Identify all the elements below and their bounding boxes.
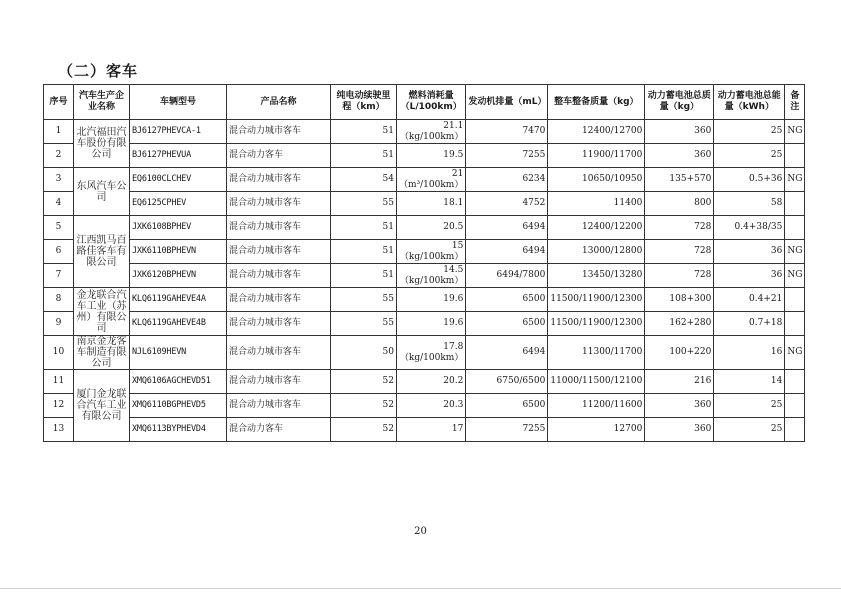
product-cell: 混合动力城市客车 [227, 394, 331, 418]
battery-weight-cell: 360 [645, 144, 714, 168]
range-cell: 51 [331, 216, 397, 240]
header-index: 序号 [44, 85, 74, 120]
header-remark: 备注 [785, 85, 805, 120]
curb-weight-cell: 11500/11900/12300 [548, 288, 645, 312]
displacement-cell: 6494 [466, 216, 548, 240]
header-battery-energy: 动力蓄电池总能量（kWh） [714, 85, 785, 120]
remark-cell [785, 418, 805, 442]
battery-energy-cell: 14 [714, 370, 785, 394]
table-row [44, 288, 805, 312]
range-cell: 54 [331, 168, 397, 192]
section-title: （二）客车 [58, 62, 139, 80]
battery-weight-cell: 135+570 [645, 168, 714, 192]
product-cell: 混合动力城市客车 [227, 312, 331, 336]
range-cell: 52 [331, 394, 397, 418]
range-cell: 51 [331, 144, 397, 168]
remark-cell [785, 192, 805, 216]
battery-weight-cell: 800 [645, 192, 714, 216]
row-index: 11 [44, 370, 74, 394]
curb-weight-cell: 10650/10950 [548, 168, 645, 192]
fuel-cell: 21（m³/100km） [397, 168, 466, 192]
battery-energy-cell: 25 [714, 120, 785, 144]
curb-weight-cell: 13000/12800 [548, 240, 645, 264]
table-row [44, 144, 805, 168]
product-cell: 混合动力客车 [227, 144, 331, 168]
manufacturer-cell: 南京金龙客车制造有限公司 [74, 336, 130, 370]
table-header-row [44, 85, 805, 120]
displacement-cell: 6750/6500 [466, 370, 548, 394]
header-curb-weight: 整车整备质量（kg） [548, 85, 645, 120]
product-cell: 混合动力城市客车 [227, 216, 331, 240]
model-cell: XMQ6106AGCHEVD51 [130, 370, 227, 394]
range-cell: 51 [331, 264, 397, 288]
remark-cell: NG [785, 336, 805, 370]
table-row [44, 370, 805, 394]
battery-energy-cell: 25 [714, 418, 785, 442]
remark-cell [785, 144, 805, 168]
battery-weight-cell: 100+220 [645, 336, 714, 370]
displacement-cell: 7470 [466, 120, 548, 144]
battery-weight-cell: 360 [645, 394, 714, 418]
header-fuel: 燃料消耗量（L/100km） [397, 85, 466, 120]
remark-cell [785, 312, 805, 336]
displacement-cell: 4752 [466, 192, 548, 216]
fuel-cell: 17.8（kg/100km） [397, 336, 466, 370]
fuel-cell: 20.3 [397, 394, 466, 418]
row-index: 10 [44, 336, 74, 370]
battery-weight-cell: 728 [645, 240, 714, 264]
fuel-cell: 18.1 [397, 192, 466, 216]
curb-weight-cell: 11400 [548, 192, 645, 216]
battery-energy-cell: 0.4+21 [714, 288, 785, 312]
row-index: 2 [44, 144, 74, 168]
fuel-cell: 19.6 [397, 288, 466, 312]
curb-weight-cell: 11900/11700 [548, 144, 645, 168]
page-number: 20 [414, 526, 427, 537]
table-row [44, 168, 805, 192]
curb-weight-cell: 11200/11600 [548, 394, 645, 418]
model-cell: JXK6110BPHEVN [130, 240, 227, 264]
curb-weight-cell: 11300/11700 [548, 336, 645, 370]
table-row [44, 336, 805, 370]
battery-weight-cell: 216 [645, 370, 714, 394]
battery-weight-cell: 108+300 [645, 288, 714, 312]
curb-weight-cell: 13450/13280 [548, 264, 645, 288]
range-cell: 55 [331, 288, 397, 312]
curb-weight-cell: 11500/11900/12300 [548, 312, 645, 336]
header-battery-weight: 动力蓄电池总质量（kg） [645, 85, 714, 120]
displacement-cell: 6500 [466, 394, 548, 418]
product-cell: 混合动力城市客车 [227, 336, 331, 370]
header-range: 纯电动续驶里程（km） [331, 85, 397, 120]
remark-cell: NG [785, 264, 805, 288]
remark-cell: NG [785, 120, 805, 144]
model-cell: BJ6127PHEVCA-1 [130, 120, 227, 144]
fuel-cell: 19.5 [397, 144, 466, 168]
curb-weight-cell: 12700 [548, 418, 645, 442]
row-index: 9 [44, 312, 74, 336]
battery-weight-cell: 162+280 [645, 312, 714, 336]
curb-weight-cell: 11000/11500/12100 [548, 370, 645, 394]
row-index: 5 [44, 216, 74, 240]
fuel-cell: 20.2 [397, 370, 466, 394]
header-displacement: 发动机排量（mL） [466, 85, 548, 120]
remark-cell [785, 370, 805, 394]
manufacturer-cell: 东风汽车公司 [74, 168, 130, 216]
fuel-cell: 15（kg/100km） [397, 240, 466, 264]
battery-energy-cell: 16 [714, 336, 785, 370]
manufacturer-cell: 北汽福田汽车股份有限公司 [74, 120, 130, 168]
product-cell: 混合动力城市客车 [227, 264, 331, 288]
battery-energy-cell: 58 [714, 192, 785, 216]
range-cell: 51 [331, 120, 397, 144]
manufacturer-cell: 金龙联合汽车工业（苏州）有限公司 [74, 288, 130, 336]
row-index: 1 [44, 120, 74, 144]
remark-cell: NG [785, 240, 805, 264]
header-manufacturer: 汽车生产企业名称 [74, 85, 130, 120]
range-cell: 52 [331, 370, 397, 394]
model-cell: XMQ6113BYPHEVD4 [130, 418, 227, 442]
battery-energy-cell: 25 [714, 394, 785, 418]
table-row [44, 312, 805, 336]
product-cell: 混合动力城市客车 [227, 240, 331, 264]
product-cell: 混合动力客车 [227, 418, 331, 442]
row-index: 6 [44, 240, 74, 264]
fuel-cell: 20.5 [397, 216, 466, 240]
remark-cell [785, 288, 805, 312]
range-cell: 52 [331, 418, 397, 442]
displacement-cell: 6500 [466, 312, 548, 336]
vehicle-spec-table [43, 84, 805, 442]
product-cell: 混合动力城市客车 [227, 120, 331, 144]
battery-energy-cell: 25 [714, 144, 785, 168]
remark-cell [785, 216, 805, 240]
header-product: 产品名称 [227, 85, 331, 120]
row-index: 8 [44, 288, 74, 312]
battery-energy-cell: 0.7+18 [714, 312, 785, 336]
remark-cell [785, 394, 805, 418]
remark-cell: NG [785, 168, 805, 192]
table-row [44, 120, 805, 144]
displacement-cell: 6494/7800 [466, 264, 548, 288]
row-index: 12 [44, 394, 74, 418]
range-cell: 51 [331, 240, 397, 264]
model-cell: KLQ6119GAHEVE4B [130, 312, 227, 336]
battery-weight-cell: 360 [645, 120, 714, 144]
battery-energy-cell: 0.5+36 [714, 168, 785, 192]
row-index: 13 [44, 418, 74, 442]
table-row [44, 192, 805, 216]
curb-weight-cell: 12400/12200 [548, 216, 645, 240]
displacement-cell: 6494 [466, 240, 548, 264]
battery-energy-cell: 0.4+38/35 [714, 216, 785, 240]
displacement-cell: 6500 [466, 288, 548, 312]
table-row [44, 240, 805, 264]
battery-weight-cell: 360 [645, 418, 714, 442]
row-index: 3 [44, 168, 74, 192]
table-row [44, 418, 805, 442]
product-cell: 混合动力城市客车 [227, 370, 331, 394]
model-cell: KLQ6119GAHEVE4A [130, 288, 227, 312]
product-cell: 混合动力城市客车 [227, 168, 331, 192]
fuel-cell: 14.5（kg/100km） [397, 264, 466, 288]
manufacturer-cell: 江西凯马百路佳客车有限公司 [74, 216, 130, 288]
row-index: 4 [44, 192, 74, 216]
range-cell: 55 [331, 192, 397, 216]
model-cell: EQ6100CLCHEV [130, 168, 227, 192]
battery-weight-cell: 728 [645, 216, 714, 240]
battery-energy-cell: 36 [714, 240, 785, 264]
displacement-cell: 6234 [466, 168, 548, 192]
model-cell: XMQ6110BGPHEVD5 [130, 394, 227, 418]
table-row [44, 394, 805, 418]
table-row [44, 216, 805, 240]
displacement-cell: 7255 [466, 418, 548, 442]
battery-weight-cell: 728 [645, 264, 714, 288]
curb-weight-cell: 12400/12700 [548, 120, 645, 144]
model-cell: EQ6125CPHEV [130, 192, 227, 216]
model-cell: JXK6108BPHEV [130, 216, 227, 240]
fuel-cell: 21.1（kg/100km） [397, 120, 466, 144]
model-cell: NJL6109HEVN [130, 336, 227, 370]
range-cell: 50 [331, 336, 397, 370]
displacement-cell: 6494 [466, 336, 548, 370]
bottom-rule [0, 588, 841, 589]
displacement-cell: 7255 [466, 144, 548, 168]
product-cell: 混合动力城市客车 [227, 192, 331, 216]
fuel-cell: 17 [397, 418, 466, 442]
range-cell: 55 [331, 312, 397, 336]
product-cell: 混合动力城市客车 [227, 288, 331, 312]
model-cell: BJ6127PHEVUA [130, 144, 227, 168]
model-cell: JXK6120BPHEVN [130, 264, 227, 288]
fuel-cell: 19.6 [397, 312, 466, 336]
battery-energy-cell: 36 [714, 264, 785, 288]
header-model: 车辆型号 [130, 85, 227, 120]
row-index: 7 [44, 264, 74, 288]
manufacturer-cell: 厦门金龙联合汽车工业有限公司 [74, 370, 130, 442]
table-row [44, 264, 805, 288]
